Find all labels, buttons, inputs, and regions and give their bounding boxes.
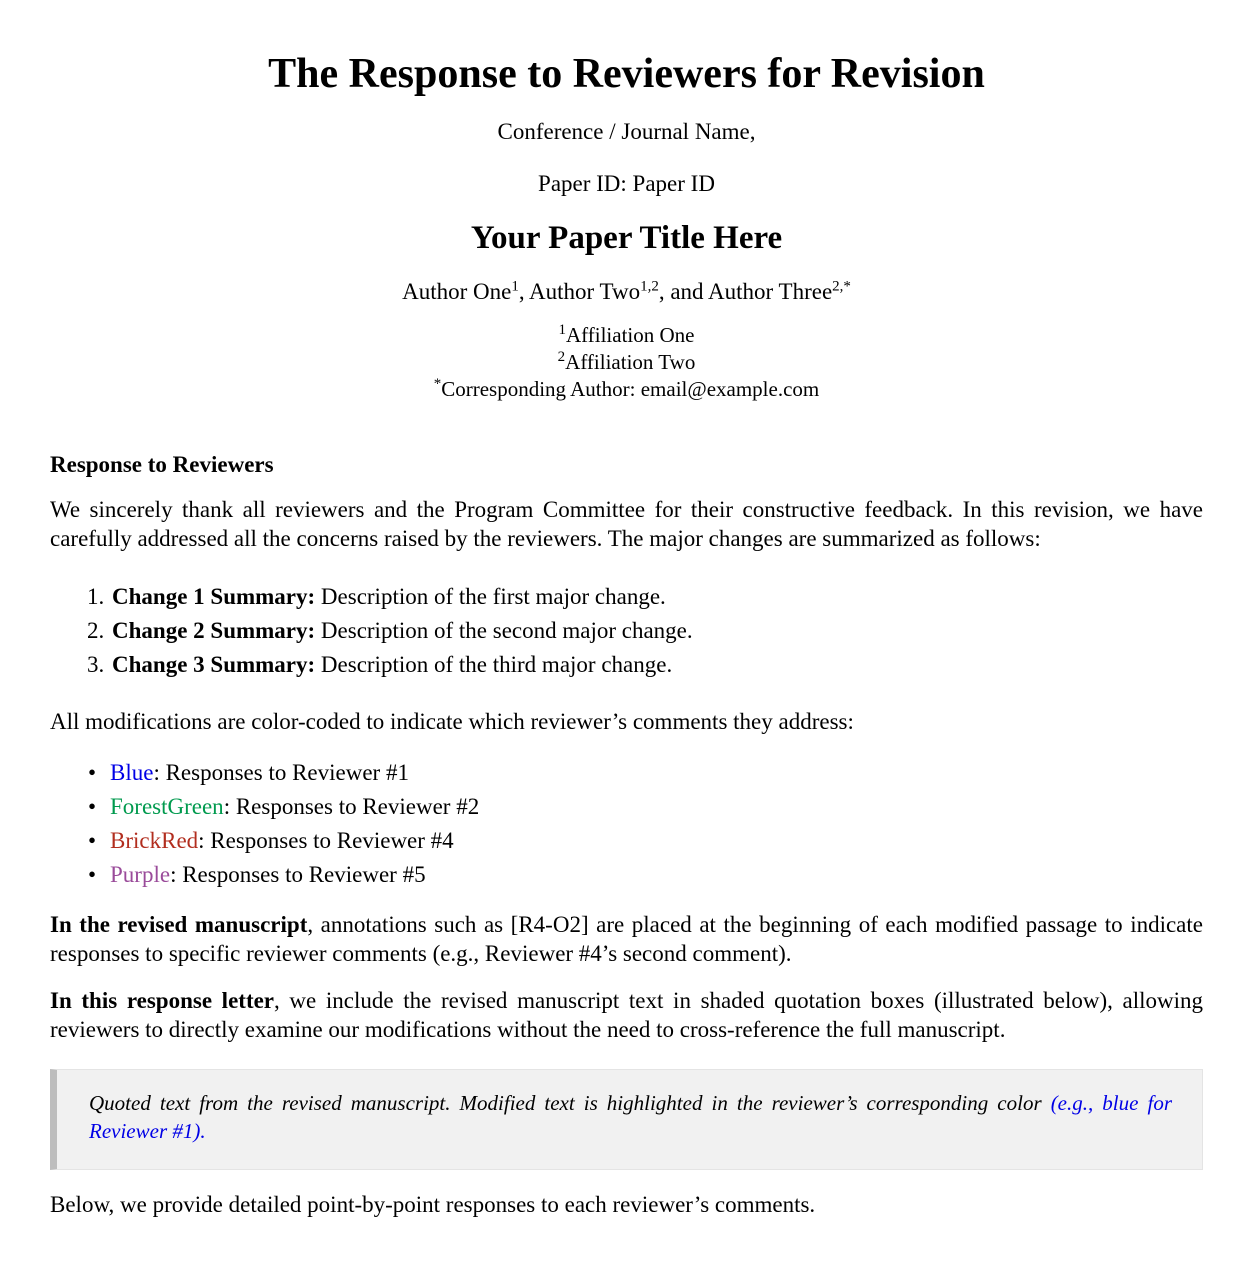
author-affiliation-mark: 1,2: [640, 278, 659, 295]
bullet-icon: •: [88, 760, 97, 785]
list-item: [88, 824, 1203, 858]
response-letter-page: [50, 0, 1203, 1219]
list-item: [88, 858, 1203, 892]
color-description: : Responses to Reviewer #2: [223, 794, 480, 819]
quote-text: Quoted text from the revised manuscript. Modified text is highlighted in the reviewer’s corresponding color: [89, 1091, 1051, 1115]
author-name: Author Three: [708, 279, 833, 304]
affiliation-text: Affiliation Two: [565, 350, 696, 374]
change-title: Change 2 Summary:: [112, 618, 316, 643]
corresponding-author-text: Corresponding Author: email@example.com: [441, 377, 820, 401]
change-title: Change 3 Summary:: [112, 652, 316, 677]
bullet-icon: •: [88, 794, 97, 819]
change-description: Description of the first major change.: [315, 584, 666, 609]
author-affiliation-mark: 1: [511, 278, 519, 295]
list-item: [88, 756, 1203, 790]
bullet-icon: •: [88, 862, 97, 887]
color-description: : Responses to Reviewer #4: [198, 828, 454, 853]
color-name-brickred: BrickRed: [110, 828, 199, 853]
change-description: Description of the second major change.: [315, 618, 693, 643]
quote-highlighted-text: (e.g., blue for Reviewer #1).: [89, 1091, 1172, 1143]
list-item: [88, 790, 1203, 824]
color-code-intro: All modifications are color-coded to indicate which reviewer’s comments they address:: [50, 709, 854, 734]
author-separator: , and: [658, 279, 709, 304]
author-name: Author One: [402, 279, 512, 304]
affiliation-text: Affiliation One: [565, 323, 695, 347]
section-heading: Response to Reviewers: [50, 452, 274, 477]
document-title: The Response to Reviewers for Revision: [268, 51, 985, 97]
paper-id: Paper ID: Paper ID: [538, 171, 715, 196]
affiliation-mark: 1: [558, 322, 566, 338]
author-affiliation-mark: 2,*: [832, 278, 851, 295]
affiliation-line: [50, 322, 1203, 349]
color-name-purple: Purple: [110, 862, 171, 887]
affiliation-line: [50, 349, 1203, 376]
change-title: Change 1 Summary:: [112, 584, 316, 609]
paper-title: Your Paper Title Here: [470, 220, 783, 256]
quotation-box: [50, 1069, 1203, 1170]
author-list: [50, 276, 1203, 308]
change-description: Description of the third major change.: [315, 652, 673, 677]
list-item: [110, 614, 1203, 648]
color-name-blue: Blue: [110, 760, 154, 785]
response-letter-lead: In this response letter: [50, 988, 275, 1013]
revised-manuscript-lead: In the revised manuscript: [50, 912, 308, 937]
response-letter-paragraph: [50, 986, 1203, 1044]
corresponding-author-line: [50, 376, 1203, 403]
major-changes-list: [50, 580, 1203, 682]
color-name-forestgreen: ForestGreen: [110, 794, 224, 819]
response-letter-text: , we include the revised manuscript text in shaded quotation boxes (illustrated below), allowing reviewers to directly examine our modifications without the need to cross-reference the full manuscript.: [50, 988, 1204, 1042]
color-code-list: [50, 756, 1203, 892]
affiliation-mark: 2: [557, 349, 566, 365]
list-item: [110, 648, 1203, 682]
closing-paragraph: Below, we provide detailed point-by-point responses to each reviewer’s comments.: [50, 1192, 816, 1217]
bullet-icon: •: [88, 828, 97, 853]
author-name: Author Two: [529, 279, 641, 304]
venue-name: Conference / Journal Name,: [497, 119, 756, 144]
affiliation-mark: *: [433, 376, 442, 392]
intro-paragraph: We sincerely thank all reviewers and the Program Committee for their constructive feedback. In this revision, we have carefully addressed all the concerns raised by the reviewers. The major changes are summarized as follows:: [50, 497, 1203, 551]
list-item: [110, 580, 1203, 614]
color-description: : Responses to Reviewer #5: [170, 862, 426, 887]
color-description: : Responses to Reviewer #1: [153, 760, 409, 785]
author-separator: ,: [518, 279, 530, 304]
revised-manuscript-text: , annotations such as [R4-O2] are placed at the beginning of each modified passage to indicate responses to specific reviewer comments (e.g., Reviewer #4’s second comment).: [50, 912, 1203, 966]
revised-manuscript-paragraph: [50, 910, 1203, 968]
affiliation-list: [50, 322, 1203, 403]
